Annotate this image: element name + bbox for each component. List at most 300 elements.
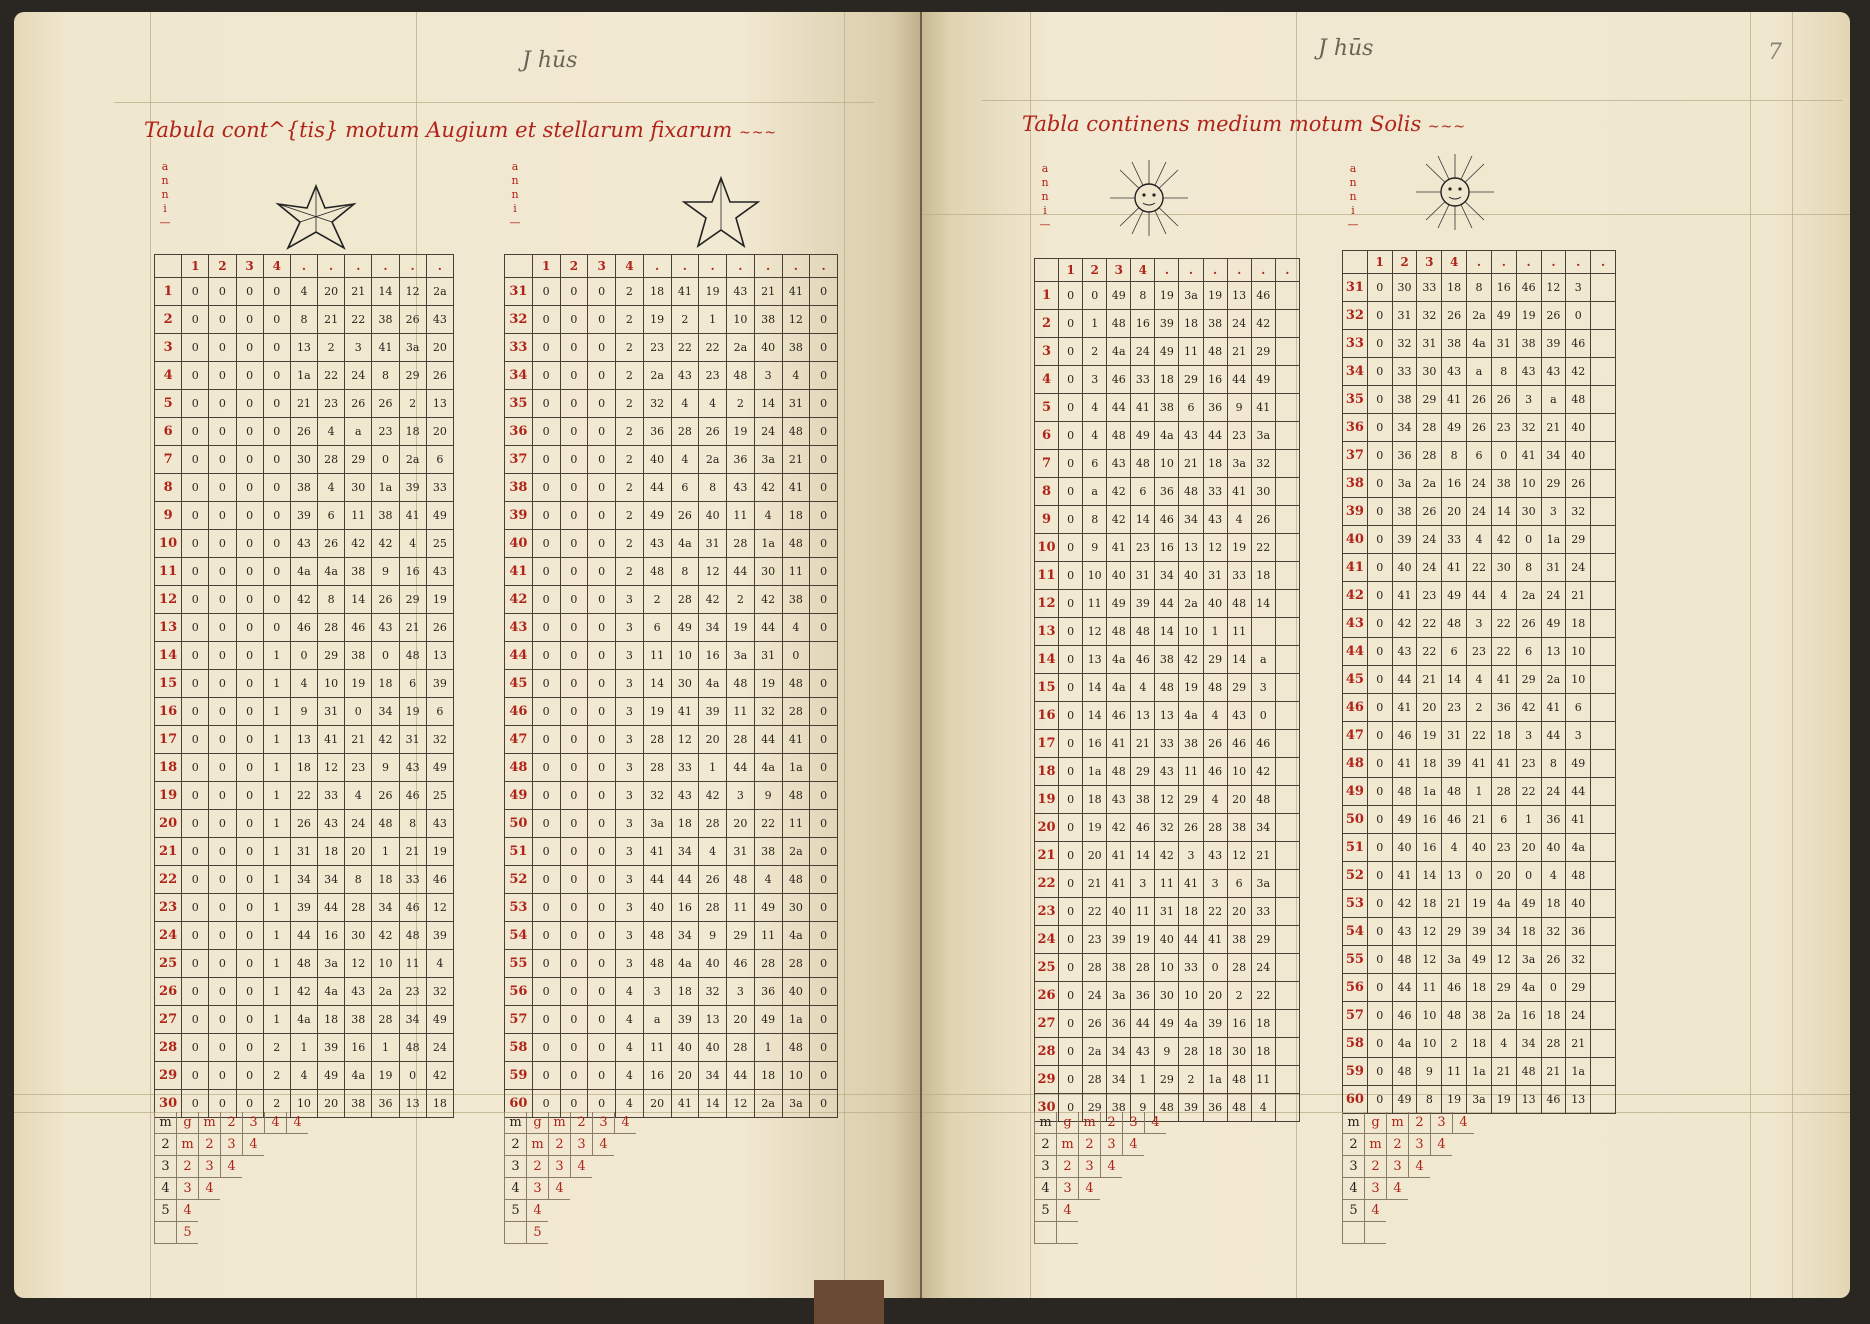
- staircase-row: [504, 1134, 636, 1156]
- table-cell: 0: [560, 334, 588, 362]
- table-cell: 16: [1203, 366, 1227, 394]
- header-cell: .: [1491, 251, 1516, 274]
- staircase-row: [1342, 1112, 1474, 1134]
- year-number: 5: [1035, 394, 1059, 422]
- table-cell: 48: [1516, 1058, 1541, 1086]
- table-cell: [1275, 758, 1299, 786]
- table-row: [1035, 310, 1300, 338]
- table-cell: 43: [426, 810, 453, 838]
- table-cell: 49: [643, 502, 671, 530]
- table-cell: 42: [1155, 842, 1179, 870]
- table-cell: 38: [345, 558, 372, 586]
- table-cell: 38: [345, 1006, 372, 1034]
- table-cell: 0: [1367, 1058, 1392, 1086]
- staircase-row: [504, 1112, 636, 1134]
- table-cell: 8: [1467, 274, 1492, 302]
- table-cell: 26: [399, 306, 426, 334]
- table-cell: 4: [616, 1062, 644, 1090]
- table-cell: 11: [1179, 758, 1203, 786]
- table-cell: 11: [727, 502, 755, 530]
- table-cell: 9: [1227, 394, 1251, 422]
- table-cell: 4a: [1491, 890, 1516, 918]
- table-row: [1343, 610, 1616, 638]
- table-row: [1343, 554, 1616, 582]
- table-cell: 32: [1392, 330, 1417, 358]
- year-number: 17: [155, 726, 182, 754]
- table-cell: 49: [1107, 590, 1131, 618]
- table-cell: 0: [182, 446, 209, 474]
- table-cell: 0: [1059, 590, 1083, 618]
- table-cell: 23: [318, 390, 345, 418]
- table-cell: 36: [1107, 1010, 1131, 1038]
- table-cell: 0: [532, 950, 560, 978]
- header-cell: 4: [263, 255, 290, 278]
- table-row: [505, 1034, 838, 1062]
- table-cell: 0: [236, 754, 263, 782]
- table-cell: 24: [1467, 498, 1492, 526]
- table-cell: 23: [1491, 834, 1516, 862]
- table-cell: 0: [209, 1034, 236, 1062]
- table-cell: 2: [616, 474, 644, 502]
- table-cell: 0: [209, 586, 236, 614]
- staircase-cell: [504, 1222, 526, 1244]
- table-cell: [1591, 834, 1616, 862]
- staircase-cell: 3: [176, 1178, 198, 1200]
- table-cell: 34: [290, 866, 317, 894]
- table-cell: 0: [236, 278, 263, 306]
- table-cell: 0: [1367, 946, 1392, 974]
- header-cell: [1343, 251, 1368, 274]
- table-cell: 0: [810, 278, 838, 306]
- table-cell: 42: [1251, 758, 1275, 786]
- table-cell: 2: [616, 278, 644, 306]
- table-cell: 0: [782, 642, 810, 670]
- table-cell: 2: [671, 306, 699, 334]
- table-cell: 26: [372, 586, 399, 614]
- table-cell: [1591, 666, 1616, 694]
- staircase-cell: 3: [220, 1134, 242, 1156]
- table-row: [1035, 506, 1300, 534]
- table-cell: 22: [1467, 722, 1492, 750]
- staircase-cell: 4: [570, 1156, 592, 1178]
- table-cell: 3a: [754, 446, 782, 474]
- table-cell: 31: [782, 390, 810, 418]
- table-cell: 4: [754, 866, 782, 894]
- table-cell: 36: [1131, 982, 1155, 1010]
- table-cell: 0: [263, 362, 290, 390]
- year-number: 40: [1343, 526, 1368, 554]
- table-cell: 46: [1107, 366, 1131, 394]
- table-row: [505, 278, 838, 306]
- table-cell: 24: [426, 1034, 453, 1062]
- year-number: 19: [155, 782, 182, 810]
- table-cell: 46: [1392, 1002, 1417, 1030]
- table-cell: 40: [671, 1034, 699, 1062]
- year-number: 4: [1035, 366, 1059, 394]
- table-cell: 46: [1227, 730, 1251, 758]
- table-row: [1343, 806, 1616, 834]
- staircase-row: [154, 1112, 308, 1134]
- table-cell: 43: [1541, 358, 1566, 386]
- table-cell: 38: [782, 586, 810, 614]
- staircase-row: [1034, 1134, 1166, 1156]
- table-cell: 26: [1251, 506, 1275, 534]
- table-cell: 0: [1059, 758, 1083, 786]
- table-cell: 20: [1083, 842, 1107, 870]
- table-cell: 3: [616, 838, 644, 866]
- staircase-cell: 2: [1342, 1134, 1364, 1156]
- staircase-row: [1342, 1222, 1474, 1244]
- table-cell: 2: [1083, 338, 1107, 366]
- table-cell: 0: [532, 586, 560, 614]
- table-cell: 4: [616, 1090, 644, 1118]
- table-cell: 43: [1107, 786, 1131, 814]
- table-cell: 19: [372, 1062, 399, 1090]
- table-cell: 0: [588, 1006, 616, 1034]
- table-cell: 26: [372, 390, 399, 418]
- table-cell: 0: [182, 278, 209, 306]
- table-cell: 48: [727, 670, 755, 698]
- table-cell: 0: [1541, 974, 1566, 1002]
- table-cell: 13: [1083, 646, 1107, 674]
- staircase-cell: m: [154, 1112, 176, 1134]
- table-cell: 18: [318, 1006, 345, 1034]
- table-cell: 19: [1491, 1086, 1516, 1114]
- table-row: [1035, 786, 1300, 814]
- year-number: 45: [505, 670, 533, 698]
- table-cell: 0: [1059, 394, 1083, 422]
- table-cell: 36: [1541, 806, 1566, 834]
- table-cell: 31: [399, 726, 426, 754]
- year-number: 29: [1035, 1066, 1059, 1094]
- table-row: [155, 530, 454, 558]
- table-cell: 0: [236, 978, 263, 1006]
- table-cell: 0: [560, 922, 588, 950]
- table-cell: 14: [1155, 618, 1179, 646]
- year-number: 12: [155, 586, 182, 614]
- table-cell: 0: [263, 614, 290, 642]
- table-cell: 42: [1566, 358, 1591, 386]
- table-cell: 0: [209, 1062, 236, 1090]
- table-cell: 21: [1566, 582, 1591, 610]
- table-cell: 2: [399, 390, 426, 418]
- table-cell: 24: [1541, 582, 1566, 610]
- year-number: 50: [505, 810, 533, 838]
- table-cell: 48: [1203, 338, 1227, 366]
- table-row: [1343, 666, 1616, 694]
- table-cell: 10: [1516, 470, 1541, 498]
- table-cell: 21: [1083, 870, 1107, 898]
- table-cell: 4a: [1566, 834, 1591, 862]
- year-number: 58: [1343, 1030, 1368, 1058]
- table-cell: 28: [1179, 1038, 1203, 1066]
- table-cell: 41: [671, 278, 699, 306]
- table-cell: 46: [1516, 274, 1541, 302]
- table-cell: 0: [1059, 982, 1083, 1010]
- table-cell: 1a: [782, 754, 810, 782]
- header-cell: 3: [1417, 251, 1442, 274]
- table-cell: 0: [236, 1006, 263, 1034]
- table-cell: 23: [1417, 582, 1442, 610]
- table-cell: 25: [426, 530, 453, 558]
- year-number: 56: [1343, 974, 1368, 1002]
- staircase-cell: 4: [1430, 1134, 1452, 1156]
- table-cell: 0: [532, 558, 560, 586]
- table-cell: 3a: [1107, 982, 1131, 1010]
- table-cell: 49: [1467, 946, 1492, 974]
- staircase-cell: 2: [1364, 1156, 1386, 1178]
- table-cell: 23: [699, 362, 727, 390]
- table-cell: 19: [345, 670, 372, 698]
- table-cell: 46: [1155, 506, 1179, 534]
- table-cell: 38: [1392, 386, 1417, 414]
- table-cell: 22: [345, 306, 372, 334]
- table-cell: 0: [560, 866, 588, 894]
- table-cell: 0: [810, 502, 838, 530]
- staircase-row: [154, 1200, 308, 1222]
- table-cell: 0: [236, 894, 263, 922]
- table-row: [505, 418, 838, 446]
- table-header-row: [155, 255, 454, 278]
- table-cell: 41: [1392, 862, 1417, 890]
- folio-number: 7: [1768, 40, 1782, 65]
- right-page: [922, 12, 1850, 1298]
- table-cell: 24: [1417, 526, 1442, 554]
- table-cell: 4: [616, 1006, 644, 1034]
- year-number: 53: [1343, 890, 1368, 918]
- staircase-cell: 4: [526, 1200, 548, 1222]
- table-cell: a: [345, 418, 372, 446]
- year-number: 2: [1035, 310, 1059, 338]
- table-cell: 14: [1227, 646, 1251, 674]
- table-cell: 0: [810, 446, 838, 474]
- table-cell: 0: [263, 530, 290, 558]
- year-number: 15: [155, 670, 182, 698]
- table-cell: 0: [236, 558, 263, 586]
- table-cell: 1: [263, 754, 290, 782]
- table-cell: 34: [1107, 1066, 1131, 1094]
- table-cell: a: [1083, 478, 1107, 506]
- table-cell: 32: [1251, 450, 1275, 478]
- table-cell: 31: [1541, 554, 1566, 582]
- table-cell: 2a: [1541, 666, 1566, 694]
- staircase-cell: m: [198, 1112, 220, 1134]
- left-page: [14, 12, 920, 1298]
- table-cell: 0: [182, 838, 209, 866]
- table-cell: 0: [1367, 666, 1392, 694]
- table-cell: 0: [810, 726, 838, 754]
- year-number: 18: [1035, 758, 1059, 786]
- table-cell: 14: [699, 1090, 727, 1118]
- table-cell: 0: [532, 530, 560, 558]
- table-cell: 39: [1392, 526, 1417, 554]
- staircase-row: [504, 1222, 636, 1244]
- table-cell: 42: [754, 474, 782, 502]
- table-cell: 48: [399, 922, 426, 950]
- table-cell: 0: [1367, 1030, 1392, 1058]
- table-row: [505, 810, 838, 838]
- table-cell: 0: [560, 530, 588, 558]
- staircase-cell: 4: [286, 1112, 308, 1134]
- table-cell: 18: [1491, 722, 1516, 750]
- table-cell: 6: [671, 474, 699, 502]
- table-cell: 38: [782, 334, 810, 362]
- table-cell: 0: [588, 642, 616, 670]
- table-cell: 4: [1467, 666, 1492, 694]
- table-cell: 0: [182, 754, 209, 782]
- year-number: 23: [155, 894, 182, 922]
- table-cell: 8: [1541, 750, 1566, 778]
- table-cell: 0: [182, 502, 209, 530]
- anni-column-heading: a n n i —: [1347, 162, 1359, 231]
- table-row: [155, 922, 454, 950]
- table-cell: 41: [399, 502, 426, 530]
- table-cell: 41: [1203, 926, 1227, 954]
- table-cell: 0: [1059, 898, 1083, 926]
- table-cell: 0: [810, 558, 838, 586]
- table-cell: 11: [399, 950, 426, 978]
- table-cell: 1: [263, 642, 290, 670]
- year-number: 6: [155, 418, 182, 446]
- table-cell: 0: [560, 670, 588, 698]
- table-cell: 2a: [372, 978, 399, 1006]
- table-cell: 28: [643, 754, 671, 782]
- table-cell: 12: [1155, 786, 1179, 814]
- table-cell: 2: [263, 1034, 290, 1062]
- table-cell: 23: [1516, 750, 1541, 778]
- table-cell: 14: [643, 670, 671, 698]
- table-cell: 8: [1417, 1086, 1442, 1114]
- table-cell: 0: [209, 278, 236, 306]
- table-cell: 34: [1155, 562, 1179, 590]
- table-row: [505, 726, 838, 754]
- table-cell: 0: [588, 502, 616, 530]
- table-cell: 4: [671, 446, 699, 474]
- table-cell: 0: [532, 922, 560, 950]
- year-number: 33: [1343, 330, 1368, 358]
- table-cell: 26: [1541, 302, 1566, 330]
- title-flourish: ~~~: [1427, 119, 1467, 135]
- table-cell: 48: [643, 950, 671, 978]
- table-row: [505, 782, 838, 810]
- table-cell: 3: [1516, 722, 1541, 750]
- table-cell: 0: [810, 754, 838, 782]
- table-cell: 8: [671, 558, 699, 586]
- table-cell: 14: [1442, 666, 1467, 694]
- table-cell: 39: [290, 502, 317, 530]
- table-cell: 19: [1227, 534, 1251, 562]
- table-cell: 0: [588, 334, 616, 362]
- table-cell: 0: [182, 1034, 209, 1062]
- table-cell: 31: [1417, 330, 1442, 358]
- table-row: [1035, 898, 1300, 926]
- table-cell: 43: [1227, 702, 1251, 730]
- table-cell: [1275, 1066, 1299, 1094]
- table-cell: 26: [1467, 386, 1492, 414]
- table-row: [155, 810, 454, 838]
- table-cell: 3: [1541, 498, 1566, 526]
- header-cell: .: [671, 255, 699, 278]
- table-cell: 32: [426, 726, 453, 754]
- table-cell: 13: [399, 1090, 426, 1118]
- table-cell: 1: [263, 726, 290, 754]
- staircase-cell: m: [1342, 1112, 1364, 1134]
- table-cell: [1275, 394, 1299, 422]
- table-cell: 14: [754, 390, 782, 418]
- staircase-cell: 5: [154, 1200, 176, 1222]
- table-cell: 1: [263, 810, 290, 838]
- table-cell: 4a: [782, 922, 810, 950]
- table-cell: 3: [1131, 870, 1155, 898]
- table-row: [505, 754, 838, 782]
- staircase-cell: 5: [176, 1222, 198, 1244]
- staircase-cell: 4: [1386, 1178, 1408, 1200]
- table-cell: 0: [209, 698, 236, 726]
- table-cell: 0: [182, 530, 209, 558]
- year-number: 32: [505, 306, 533, 334]
- table-cell: [1275, 814, 1299, 842]
- table-cell: 1a: [1417, 778, 1442, 806]
- table-cell: 16: [399, 558, 426, 586]
- table-cell: 29: [1566, 974, 1591, 1002]
- table-cell: 2a: [643, 362, 671, 390]
- table-cell: 22: [290, 782, 317, 810]
- table-cell: 31: [1442, 722, 1467, 750]
- table-cell: 19: [1467, 890, 1492, 918]
- table-cell: 40: [1566, 414, 1591, 442]
- table-row: [155, 390, 454, 418]
- table-cell: 2: [1227, 982, 1251, 1010]
- table-cell: 0: [532, 614, 560, 642]
- staircase-cell: 3: [1408, 1134, 1430, 1156]
- table-cell: 25: [426, 782, 453, 810]
- table-cell: 11: [727, 894, 755, 922]
- table-cell: 3: [643, 978, 671, 1006]
- table-cell: [1275, 366, 1299, 394]
- table-cell: 34: [1516, 1030, 1541, 1058]
- table-cell: 41: [782, 278, 810, 306]
- table-cell: [1591, 274, 1616, 302]
- table-cell: 48: [1131, 618, 1155, 646]
- table-cell: 19: [727, 614, 755, 642]
- table-row: [505, 866, 838, 894]
- table-cell: 24: [345, 810, 372, 838]
- table-cell: 34: [1251, 814, 1275, 842]
- table-cell: 4: [1251, 1094, 1275, 1122]
- table-cell: 40: [1541, 834, 1566, 862]
- table-cell: 2a: [782, 838, 810, 866]
- table-cell: [1275, 282, 1299, 310]
- table-cell: 24: [1083, 982, 1107, 1010]
- table-cell: 0: [588, 670, 616, 698]
- table-cell: 21: [1566, 1030, 1591, 1058]
- table-row: [155, 1006, 454, 1034]
- table-cell: 39: [1541, 330, 1566, 358]
- table-cell: 18: [1516, 918, 1541, 946]
- table-cell: 0: [263, 586, 290, 614]
- table-cell: 0: [263, 390, 290, 418]
- table-cell: 8: [1491, 358, 1516, 386]
- table-cell: 0: [372, 642, 399, 670]
- year-number: 21: [1035, 842, 1059, 870]
- table-cell: 31: [1491, 330, 1516, 358]
- table-cell: 48: [1227, 1066, 1251, 1094]
- table-cell: [1591, 498, 1616, 526]
- table-cell: 0: [588, 950, 616, 978]
- table-cell: 44: [671, 866, 699, 894]
- year-number: 43: [1343, 610, 1368, 638]
- table-cell: 38: [345, 1090, 372, 1118]
